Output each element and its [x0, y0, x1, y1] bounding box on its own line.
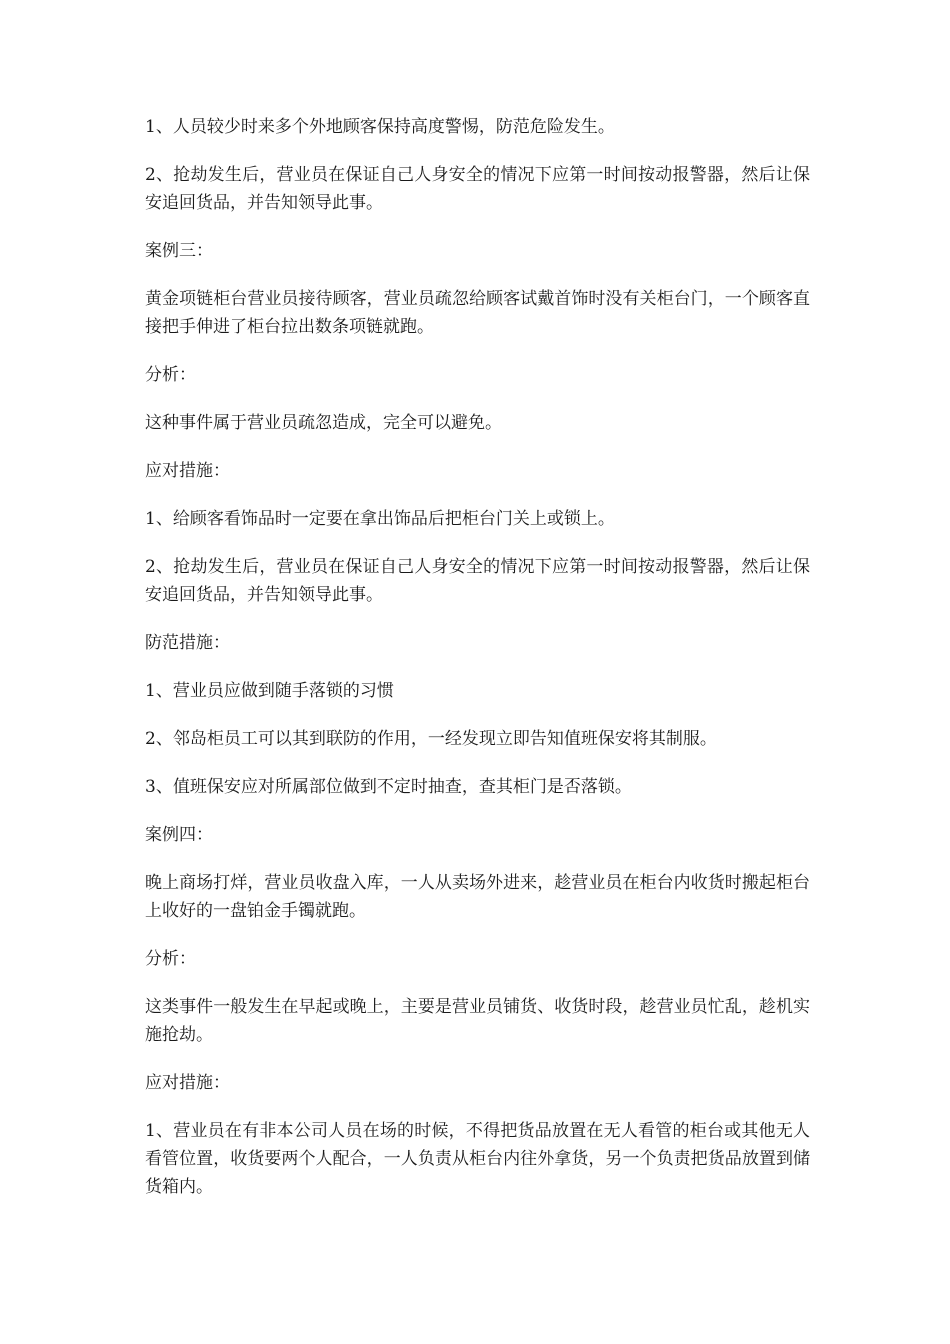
heading-prevention-measures: 防范措施： [145, 633, 230, 653]
paragraph-measure-2: 2、抢劫发生后，营业员在保证自己人身安全的情况下应第一时间按动报警器，然后让保安追回货品，并告知领导此事。 [145, 165, 810, 213]
heading-case-4: 案例四： [145, 825, 213, 845]
paragraph-prevention-1: 1、营业员应做到随手落锁的习惯 [145, 681, 394, 701]
paragraph-measure-1: 1、人员较少时来多个外地顾客保持高度警惕，防范危险发生。 [145, 117, 615, 137]
paragraph-analysis-text: 这种事件属于营业员疏忽造成，完全可以避免。 [145, 413, 502, 433]
paragraph-response-1: 1、给顾客看饰品时一定要在拿出饰品后把柜台门关上或锁上。 [145, 509, 615, 529]
document-body [145, 113, 810, 1221]
paragraph-analysis-2-text: 这类事件一般发生在早起或晚上，主要是营业员铺货、收货时段，趁营业员忙乱，趁机实施抢劫。 [145, 997, 810, 1045]
heading-response-measures: 应对措施： [145, 461, 230, 481]
heading-case-3: 案例三： [145, 241, 213, 261]
heading-analysis: 分析： [145, 365, 196, 385]
paragraph-response-2-1: 1、营业员在有非本公司人员在场的时候，不得把货品放置在无人看管的柜台或其他无人看管位置，收货要两个人配合，一人负责从柜台内往外拿货，另一个负责把货品放置到储货箱内。 [145, 1121, 810, 1197]
paragraph-case-4-description: 晚上商场打烊，营业员收盘入库，一人从卖场外进来，趁营业员在柜台内收货时搬起柜台上收好的一盘铂金手镯就跑。 [145, 873, 810, 921]
paragraph-prevention-3: 3、值班保安应对所属部位做到不定时抽查，查其柜门是否落锁。 [145, 777, 632, 797]
paragraph-prevention-2: 2、邻岛柜员工可以其到联防的作用，一经发现立即告知值班保安将其制服。 [145, 729, 717, 749]
heading-analysis-2: 分析： [145, 949, 196, 969]
heading-response-measures-2: 应对措施： [145, 1073, 230, 1093]
paragraph-response-2: 2、抢劫发生后，营业员在保证自己人身安全的情况下应第一时间按动报警器，然后让保安追回货品，并告知领导此事。 [145, 557, 810, 605]
paragraph-case-3-description: 黄金项链柜台营业员接待顾客，营业员疏忽给顾客试戴首饰时没有关柜台门，一个顾客直接把手伸进了柜台拉出数条项链就跑。 [145, 289, 810, 337]
